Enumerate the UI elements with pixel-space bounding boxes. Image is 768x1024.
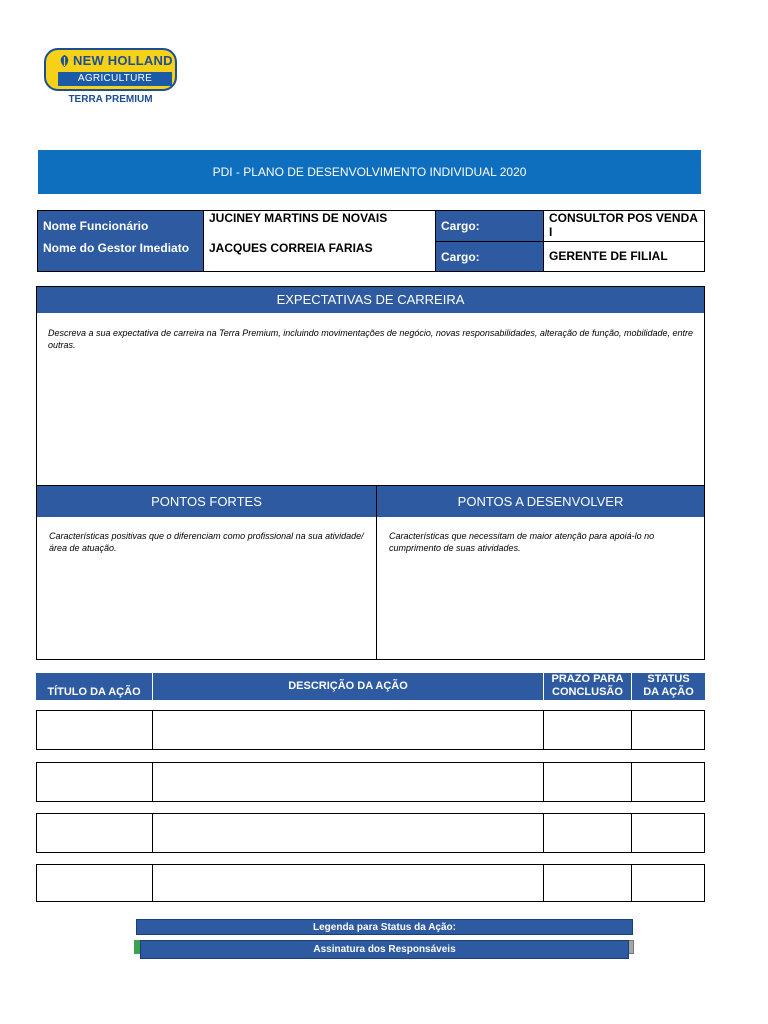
logo-division: AGRICULTURE xyxy=(58,72,172,86)
action-row xyxy=(36,864,705,902)
pontos-fortes-description[interactable]: Características positivas que o diferenciam como profissional na sua atividade/área de atuação. xyxy=(49,531,364,553)
divider xyxy=(436,241,704,242)
divider xyxy=(435,211,436,271)
expectativas-description[interactable]: Descreva a sua expectativa de carreira na Terra Premium, incluindo movimentações de negócio, novas responsabilidades, alteração de função, mobilidade, entre outras. xyxy=(48,328,694,350)
manager-role-label: Cargo: xyxy=(436,242,543,271)
page-title: PDI - PLANO DE DESENVOLVIMENTO INDIVIDUAL 2020 xyxy=(38,150,701,194)
action-description-cell[interactable] xyxy=(152,762,544,802)
action-status-cell[interactable] xyxy=(631,813,705,853)
pontos-desenvolver-description[interactable]: Características que necessitam de maior atenção para apoiá-lo no cumprimento de suas atividades. xyxy=(389,531,655,553)
action-row xyxy=(36,710,705,750)
employee-info-table xyxy=(37,210,705,272)
expectativas-section xyxy=(36,286,705,486)
divider xyxy=(376,486,377,659)
action-description-cell[interactable] xyxy=(152,864,544,902)
action-deadline-cell[interactable] xyxy=(543,762,632,802)
action-description-cell[interactable] xyxy=(152,710,544,750)
action-row xyxy=(36,813,705,853)
pontos-desenvolver-heading: PONTOS A DESENVOLVER xyxy=(377,486,704,517)
action-deadline-cell[interactable] xyxy=(543,710,632,750)
col-header-prazo: PRAZO PARA CONCLUSÃO xyxy=(544,673,631,700)
action-deadline-cell[interactable] xyxy=(543,813,632,853)
action-title-cell[interactable] xyxy=(36,864,153,902)
legend-label: Legenda para Status da Ação: xyxy=(136,919,633,935)
action-status-cell[interactable] xyxy=(631,710,705,750)
employee-role-value: CONSULTOR POS VENDA I xyxy=(549,211,698,239)
action-title-cell[interactable] xyxy=(36,710,153,750)
action-row xyxy=(36,762,705,802)
action-deadline-cell[interactable] xyxy=(543,864,632,902)
col-header-descricao: DESCRIÇÃO DA AÇÃO xyxy=(153,673,543,700)
action-title-cell[interactable] xyxy=(36,762,153,802)
employee-name-label: Nome Funcionário xyxy=(38,211,203,241)
col-header-titulo: TÍTULO DA AÇÃO xyxy=(36,673,152,700)
manager-name-value: JACQUES CORREIA FARIAS xyxy=(209,241,373,255)
action-title-cell[interactable] xyxy=(36,813,153,853)
employee-name-value: JUCINEY MARTINS DE NOVAIS xyxy=(209,211,388,225)
manager-name-label: Nome do Gestor Imediato xyxy=(38,241,203,271)
action-description-cell[interactable] xyxy=(152,813,544,853)
logo-brand: NEW HOLLAND xyxy=(73,53,173,68)
logo-dealer: TERRA PREMIUM xyxy=(68,94,153,105)
signature-label: Assinatura dos Responsáveis xyxy=(140,940,629,959)
expectativas-heading: EXPECTATIVAS DE CARREIRA xyxy=(37,287,704,313)
manager-role-value: GERENTE DE FILIAL xyxy=(549,249,668,263)
employee-role-label: Cargo: xyxy=(436,211,543,241)
pontos-fortes-heading: PONTOS FORTES xyxy=(37,486,376,517)
pontos-section xyxy=(36,485,705,660)
action-status-cell[interactable] xyxy=(631,864,705,902)
action-status-cell[interactable] xyxy=(631,762,705,802)
divider xyxy=(543,211,544,271)
divider xyxy=(203,211,204,271)
col-header-status: STATUS DA AÇÃO xyxy=(632,673,705,700)
